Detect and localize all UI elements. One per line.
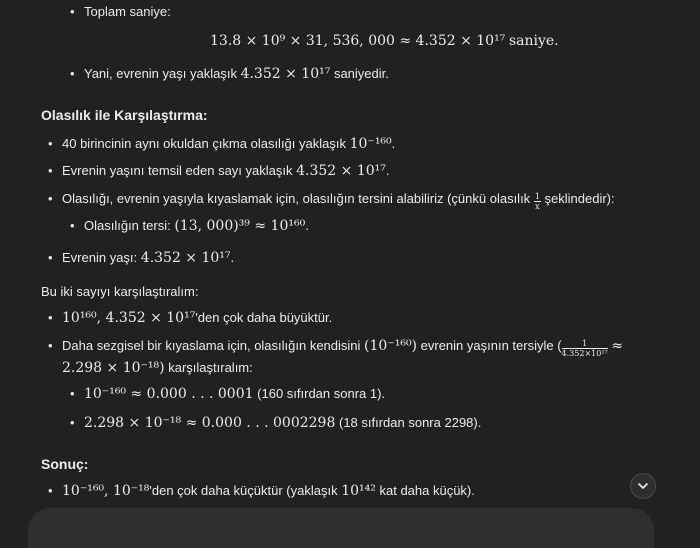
text: Olasılığı, evrenin yaşıyla kıyaslamak için, olasılığın tersini alabiliriz (çünkü olasılık	[62, 191, 531, 206]
list-item	[84, 4, 171, 19]
text: .	[385, 163, 390, 178]
math: 10¹⁴²	[341, 483, 376, 499]
math: (10⁻¹⁶⁰)	[364, 338, 418, 354]
text: Toplam saniye:	[84, 4, 171, 19]
section-heading: Sonuç:	[41, 456, 89, 472]
list-item	[62, 250, 234, 266]
fraction-denominator: x	[535, 202, 540, 211]
fraction	[562, 339, 608, 358]
text: Olasılığın tersi:	[84, 218, 171, 233]
chevron-down-icon	[637, 480, 649, 492]
text: şeklindedir):	[544, 191, 615, 206]
math: 13.8 × 10⁹ × 31, 536, 000 ≈ 4.352 × 10¹⁷	[210, 33, 506, 49]
text: karşılaştıralım:	[168, 360, 253, 375]
math: 4.352 × 10¹⁷	[240, 66, 331, 82]
text: (160 sıfırdan sonra 1).	[257, 386, 386, 401]
fraction-denominator: 4.352×10¹⁷	[561, 349, 608, 358]
math: 4.352 × 10¹⁷	[140, 250, 231, 266]
math: ≈	[611, 338, 624, 354]
text: .	[391, 136, 396, 151]
fraction-numerator: 1	[562, 339, 608, 349]
display-equation	[210, 33, 559, 49]
text: 'den çok daha büyüktür.	[195, 310, 333, 325]
list-item	[62, 191, 615, 211]
text: kat daha küçük).	[379, 483, 475, 498]
list-item	[84, 386, 385, 402]
message-composer[interactable]	[28, 508, 654, 548]
list-item-continuation	[62, 360, 253, 376]
math: 10¹⁶⁰, 4.352 × 10¹⁷	[62, 310, 196, 326]
math: 10⁻¹⁶⁰ ≈ 0.000 . . . 0001	[84, 386, 254, 402]
text: (18 sıfırdan sonra 2298).	[338, 415, 482, 430]
text: Daha sezgisel bir kıyaslama için, olasılığın kendisini	[62, 338, 361, 353]
fraction-numerator: 1	[534, 192, 540, 201]
scroll-to-bottom-button[interactable]	[630, 473, 656, 499]
list-item	[62, 338, 623, 358]
text: Evrenin yaşı:	[62, 250, 138, 265]
math: 10⁻¹⁶⁰	[349, 136, 392, 152]
list-item	[62, 136, 395, 152]
math: 2.298 × 10⁻¹⁸ ≈ 0.000 . . . 0002298	[84, 415, 336, 431]
list-item	[84, 66, 389, 82]
text: .	[305, 218, 309, 233]
list-item	[62, 163, 390, 179]
math: 2.298 × 10⁻¹⁸)	[62, 360, 165, 376]
text: 40 birincinin aynı okuldan çıkma olasılığı yaklaşık	[62, 136, 346, 151]
math: 4.352 × 10¹⁷	[296, 163, 386, 179]
text: evrenin yaşının tersiyle (	[420, 338, 562, 353]
text: saniyedir.	[333, 66, 389, 81]
math: 10⁻¹⁶⁰, 10⁻¹⁸	[62, 483, 150, 499]
paragraph: Bu iki sayıyı karşılaştıralım:	[41, 284, 199, 299]
text: Evrenin yaşını temsil eden sayı yaklaşık	[62, 163, 293, 178]
list-item	[62, 310, 332, 326]
text: 'den çok daha küçüktür (yaklaşık	[149, 483, 338, 498]
list-item	[62, 483, 475, 499]
text: .	[230, 250, 235, 265]
text: Yani, evrenin yaşı yaklaşık	[84, 66, 237, 81]
list-item	[84, 415, 481, 431]
section-heading: Olasılık ile Karşılaştırma:	[41, 107, 208, 123]
math-word: saniye.	[508, 33, 559, 49]
list-item	[84, 218, 309, 234]
fraction	[534, 192, 541, 211]
math: (13, 000)³⁹ ≈ 10¹⁶⁰	[174, 218, 306, 234]
